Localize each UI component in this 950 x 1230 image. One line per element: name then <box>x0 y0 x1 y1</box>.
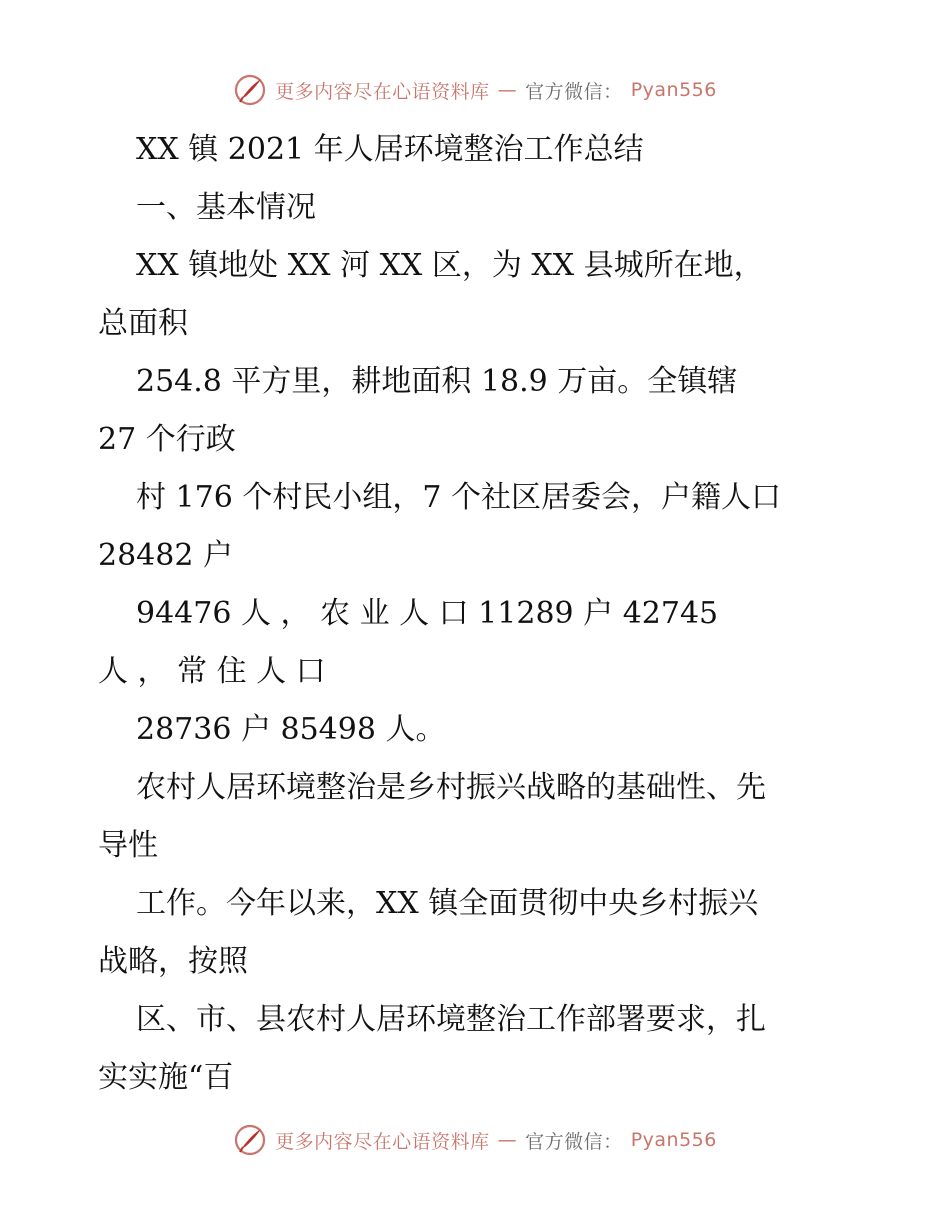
watermark-title: 更多内容尽在心语资料库 <box>275 1130 490 1153</box>
watermark-wechat-id: Pyan556 <box>630 79 717 101</box>
watermark-dash: — <box>497 1129 518 1151</box>
quill-logo-icon <box>233 73 267 107</box>
watermark-wechat-label: 官方微信： <box>525 1130 623 1153</box>
section-heading: 一、基本情况 <box>136 190 316 225</box>
text-line: 村 176 个村民小组，7 个社区居委会，户籍人口 <box>136 480 781 515</box>
watermark-wechat-label: 官方微信： <box>525 80 623 103</box>
text-line: 实实施“百 <box>98 1060 234 1095</box>
text-line: 区、市、县农村人居环境整治工作部署要求，扎 <box>136 1002 766 1037</box>
text-line: 27 个行政 <box>98 422 236 457</box>
watermark-header <box>0 70 950 110</box>
text-line: 总面积 <box>98 306 188 341</box>
document-title: XX 镇 2021 年人居环境整治工作总结 <box>136 132 644 167</box>
text-line: 人 ， 常 住 人 口 <box>98 654 326 689</box>
text-line: 254.8 平方里，耕地面积 18.9 万亩。全镇辖 <box>136 364 738 399</box>
text-line: 28482 户 <box>98 538 233 573</box>
text-line: XX 镇地处 XX 河 XX 区，为 XX 县城所在地， <box>136 248 764 283</box>
watermark-wechat-id: Pyan556 <box>630 1129 717 1151</box>
watermark-title: 更多内容尽在心语资料库 <box>275 80 490 103</box>
text-line: 战略，按照 <box>98 944 248 979</box>
text-line: 工作。今年以来，XX 镇全面贯彻中央乡村振兴 <box>136 886 759 921</box>
text-line: 导性 <box>98 828 158 863</box>
quill-logo-icon <box>233 1123 267 1157</box>
text-line: 农村人居环境整治是乡村振兴战略的基础性、先 <box>136 770 766 805</box>
watermark-footer <box>0 1120 950 1160</box>
text-line: 28736 户 85498 人。 <box>136 712 446 747</box>
text-line: 94476 人 ， 农 业 人 口 11289 户 42745 <box>136 596 719 631</box>
watermark-dash: — <box>497 79 518 101</box>
